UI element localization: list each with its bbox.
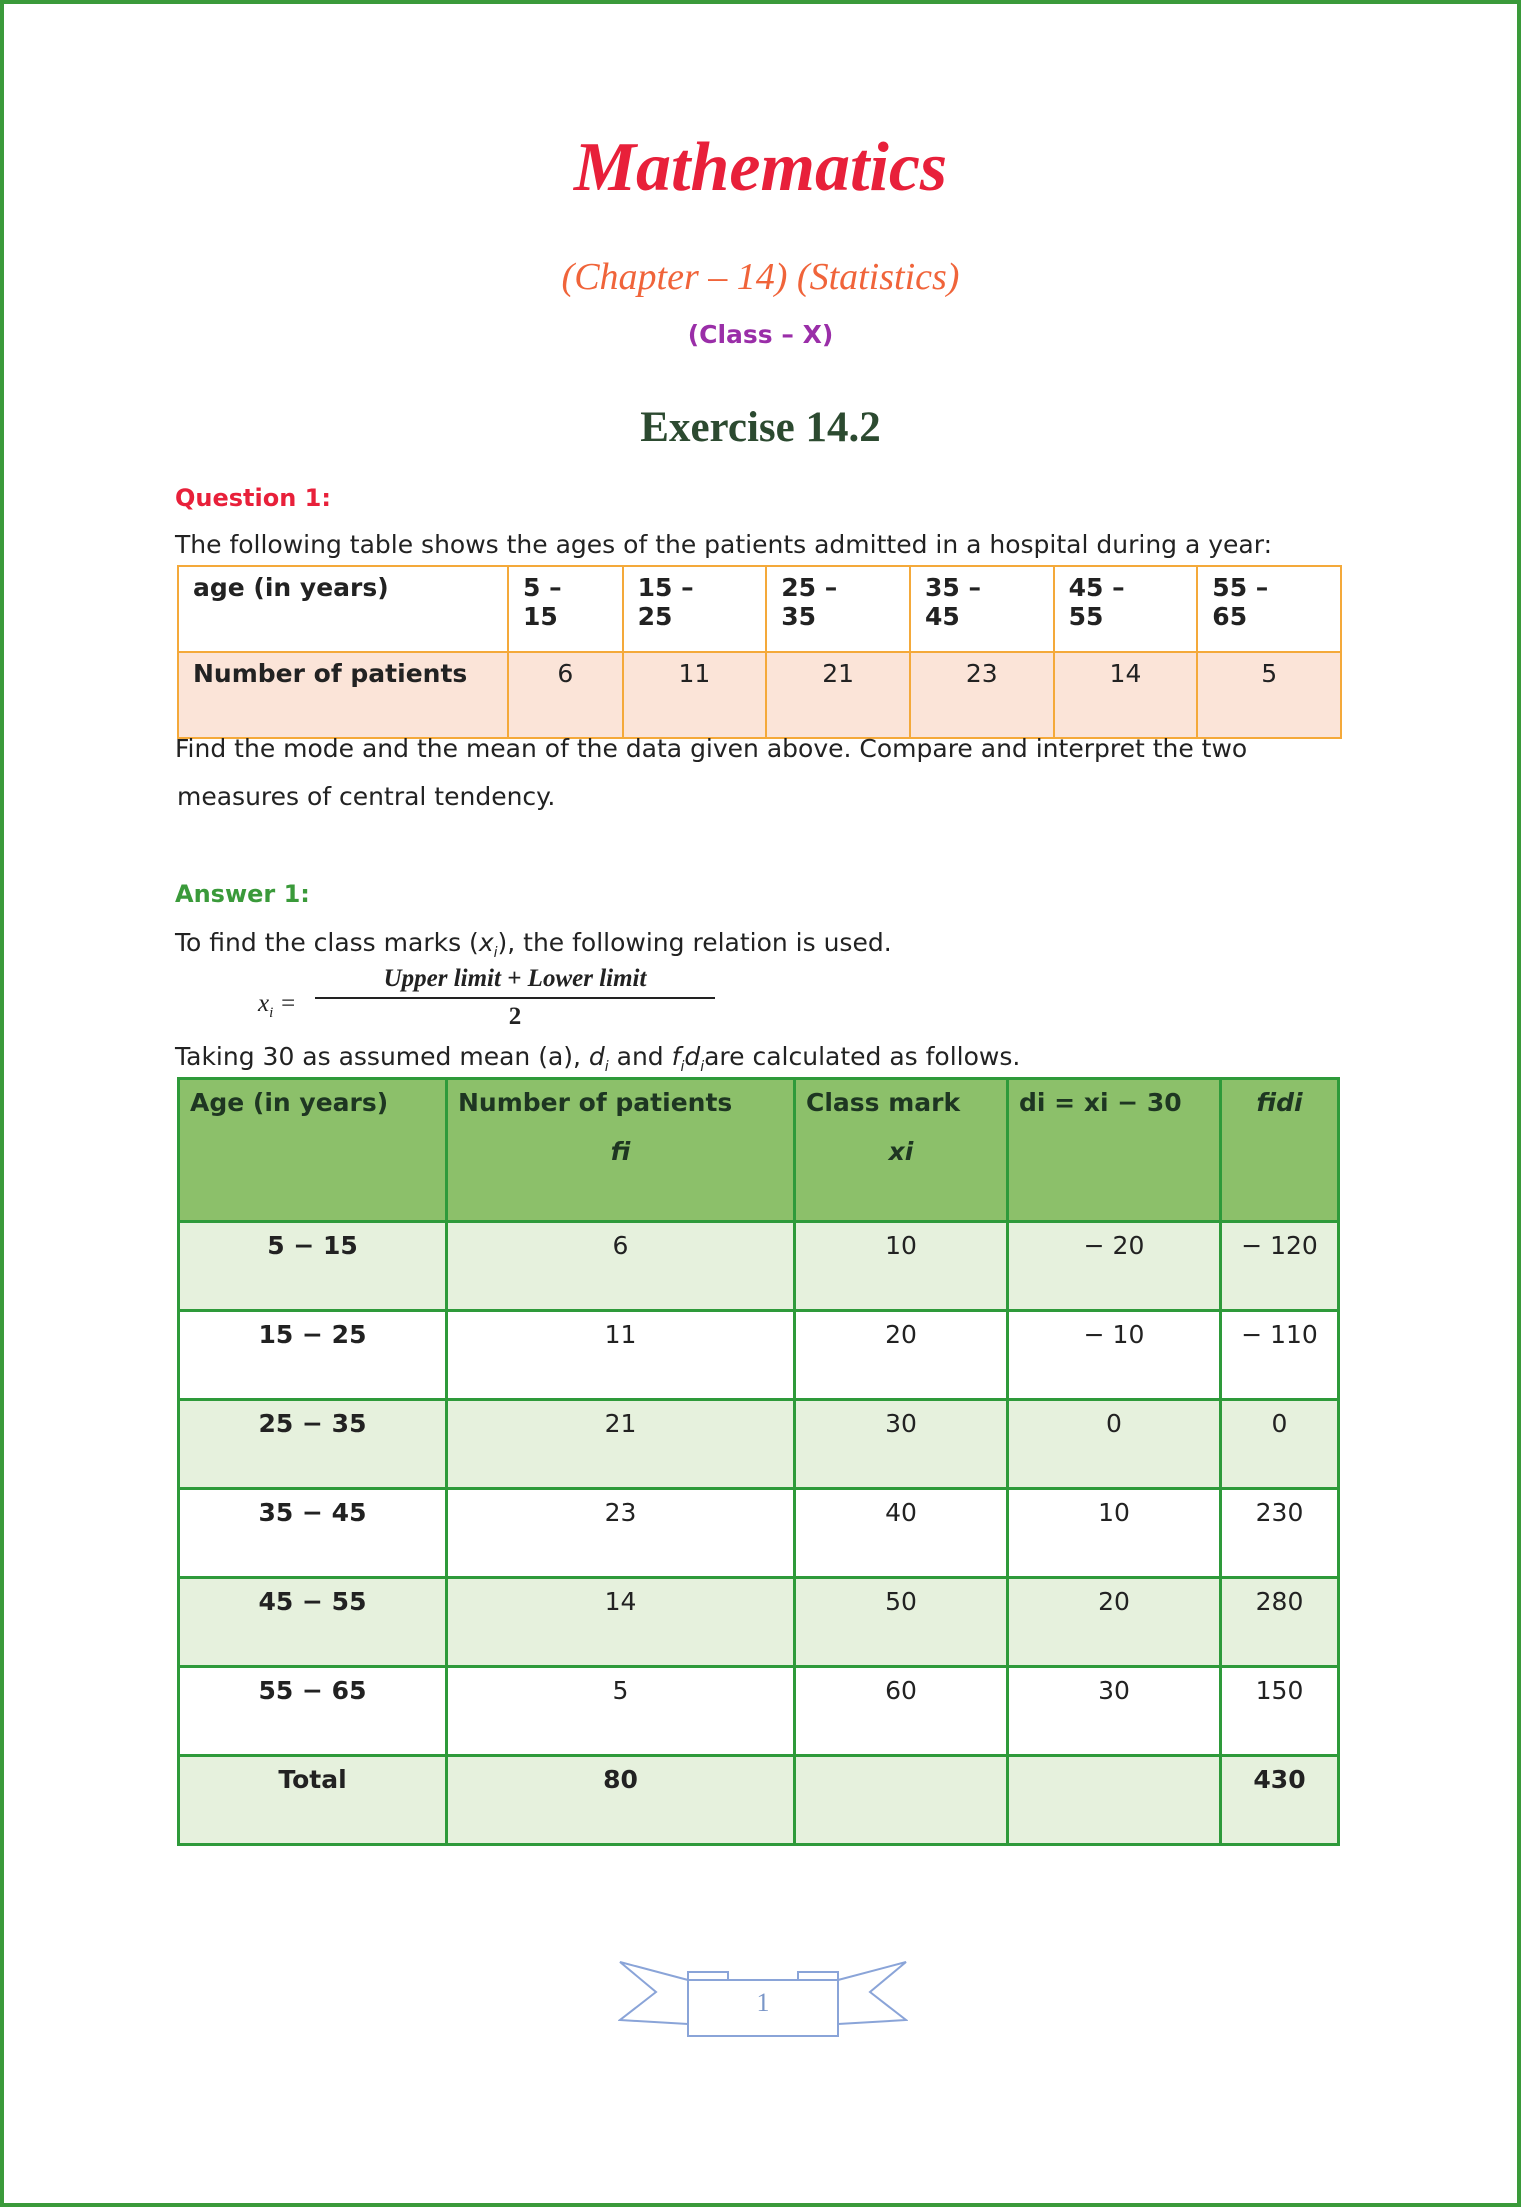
patients-cell: 11 — [623, 652, 767, 738]
table-row — [179, 1400, 1339, 1489]
cell-di: 20 — [1008, 1578, 1221, 1667]
header-age: Age (in years) — [179, 1079, 447, 1222]
header-patients: Number of patients fi — [447, 1079, 795, 1222]
cell-fi: 14 — [447, 1578, 795, 1667]
chapter-subtitle: (Chapter – 14) (Statistics) — [561, 256, 960, 298]
answer-heading: Answer 1: — [175, 880, 310, 908]
patients-row — [178, 652, 1341, 738]
cell-total-fidi: 430 — [1221, 1756, 1339, 1845]
cell-di: 0 — [1008, 1400, 1221, 1489]
cell-fi: 23 — [447, 1489, 795, 1578]
table-row — [179, 1489, 1339, 1578]
row-label-age: age (in years) — [178, 566, 508, 652]
patients-cell: 14 — [1054, 652, 1198, 738]
cell-total-fi: 80 — [447, 1756, 795, 1845]
question-heading: Question 1: — [175, 484, 331, 512]
formula-denominator: 2 — [508, 1003, 522, 1030]
patients-cell: 21 — [766, 652, 910, 738]
cell-fi: 5 — [447, 1667, 795, 1756]
answer-line-1: To find the class marks $(x_i)$, the following relation is used. — [175, 928, 892, 961]
class-label: (Class – X) — [687, 320, 834, 349]
patients-cell: 5 — [1197, 652, 1341, 738]
cell-di: 10 — [1008, 1489, 1221, 1578]
cell-age: 15 − 25 — [179, 1311, 447, 1400]
page-number-ribbon — [618, 1960, 908, 2040]
cell-di: − 20 — [1008, 1222, 1221, 1311]
cell-age: 5 − 15 — [179, 1222, 447, 1311]
header-fidi: fidi — [1221, 1079, 1339, 1222]
age-group-cell: 15 – 25 — [623, 566, 767, 652]
formula-lhs: $x_i$ = — [258, 990, 297, 1021]
cell-fidi: 150 — [1221, 1667, 1339, 1756]
question-intro: The following table shows the ages of the patients admitted in a hospital during a year: — [175, 530, 1273, 559]
table-total-row — [179, 1756, 1339, 1845]
row-label-patients: Number of patients — [178, 652, 508, 738]
header-di: di = xi − 30 — [1008, 1079, 1221, 1222]
cell-fi: 6 — [447, 1222, 795, 1311]
table-row — [179, 1311, 1339, 1400]
table-row — [179, 1667, 1339, 1756]
cell-age: 35 − 45 — [179, 1489, 447, 1578]
cell-total-xi — [795, 1756, 1008, 1845]
cell-age: 55 − 65 — [179, 1667, 447, 1756]
page-title: Mathematics — [573, 129, 948, 206]
cell-xi: 10 — [795, 1222, 1008, 1311]
cell-fidi: 0 — [1221, 1400, 1339, 1489]
cell-fidi: − 110 — [1221, 1311, 1339, 1400]
cell-xi: 20 — [795, 1311, 1008, 1400]
formula-numerator: Upper limit + Lower limit — [315, 965, 715, 999]
patients-cell: 23 — [910, 652, 1054, 738]
age-group-cell: 5 – 15 — [508, 566, 623, 652]
age-group-cell: 55 – 65 — [1197, 566, 1341, 652]
cell-age: 25 − 35 — [179, 1400, 447, 1489]
question-prompt-line-2: measures of central tendency. — [177, 782, 556, 811]
cell-xi: 40 — [795, 1489, 1008, 1578]
header-class-mark: Class mark xi — [795, 1079, 1008, 1222]
cell-di: − 10 — [1008, 1311, 1221, 1400]
cell-fidi: − 120 — [1221, 1222, 1339, 1311]
cell-xi: 30 — [795, 1400, 1008, 1489]
cell-total-di — [1008, 1756, 1221, 1845]
question-data-table — [177, 565, 1342, 739]
page-number: 1 — [756, 1988, 770, 2017]
table-row — [179, 1578, 1339, 1667]
cell-age: 45 − 55 — [179, 1578, 447, 1667]
question-prompt-line-1: Find the mode and the mean of the data given above. Compare and interpret the two — [175, 734, 1248, 763]
cell-xi: 60 — [795, 1667, 1008, 1756]
age-group-cell: 35 – 45 — [910, 566, 1054, 652]
cell-fi: 11 — [447, 1311, 795, 1400]
table-row — [179, 1222, 1339, 1311]
cell-xi: 50 — [795, 1578, 1008, 1667]
age-row — [178, 566, 1341, 652]
age-group-cell: 45 – 55 — [1054, 566, 1198, 652]
table-header-row — [179, 1079, 1339, 1222]
answer-calculation-table — [177, 1077, 1340, 1846]
cell-di: 30 — [1008, 1667, 1221, 1756]
answer-line-2: Taking 30 as assumed mean (a), $d_i$ and $f_id_iare$ calculated as follows. — [175, 1042, 1021, 1075]
cell-fidi: 280 — [1221, 1578, 1339, 1667]
cell-fidi: 230 — [1221, 1489, 1339, 1578]
formula-fraction — [315, 965, 715, 1031]
cell-total-label: Total — [179, 1756, 447, 1845]
cell-fi: 21 — [447, 1400, 795, 1489]
patients-cell: 6 — [508, 652, 623, 738]
exercise-heading: Exercise 14.2 — [640, 404, 881, 451]
age-group-cell: 25 – 35 — [766, 566, 910, 652]
